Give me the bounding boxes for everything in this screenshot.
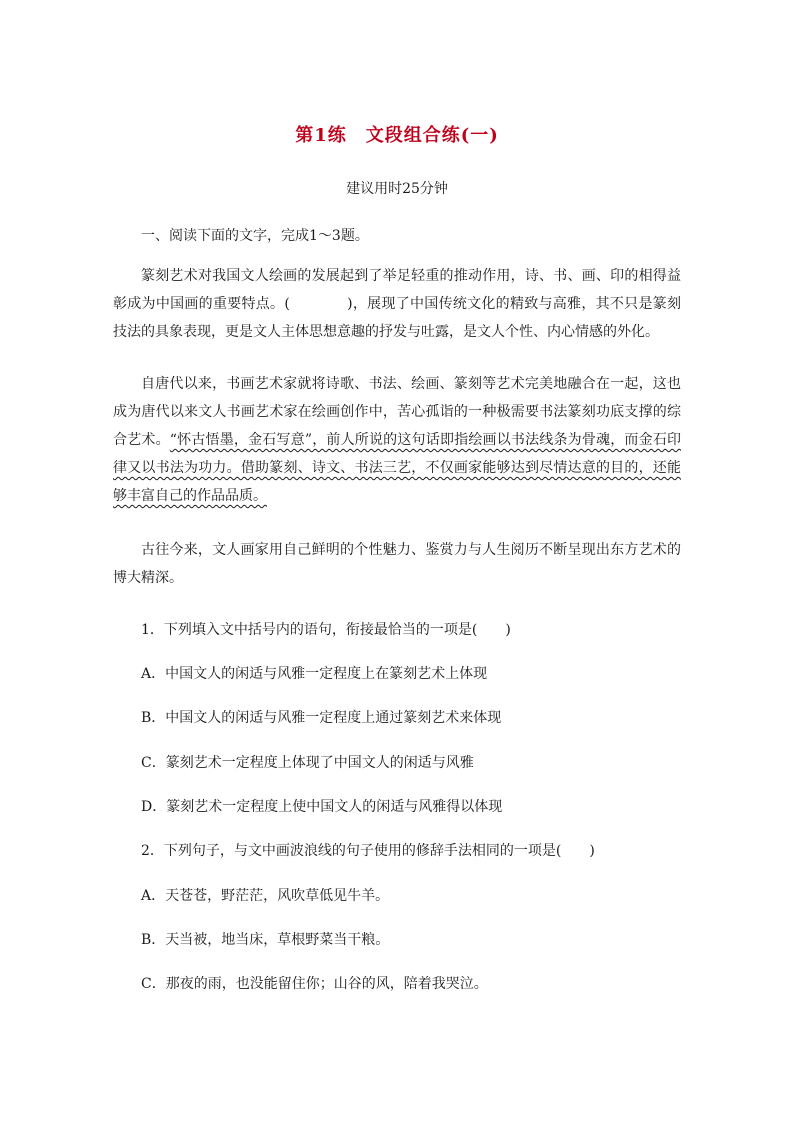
passage-paragraph-2 — [113, 370, 681, 510]
paragraph-text: 古往今来，文人画家用自己鲜明的个性魅力、鉴赏力与人生阅历不断呈现出东方艺术的博大精深。 — [113, 542, 681, 586]
paragraph-plain-text: 自唐代以来，书画艺术家就将诗歌、书法、绘画、篆刻等艺术完美地融合在一起，这也成为唐代以来文人书画艺术家在绘画创作中，苦心孤诣的一种极需要书法篆刻功底支撑的综合艺术。 — [113, 376, 681, 448]
question-2-option-a: A．天苍苍，野茫茫，风吹草低见牛羊。 — [141, 888, 390, 904]
question-1-option-b: B．中国文人的闲适与风雅一定程度上通过篆刻艺术来体现 — [141, 710, 502, 726]
wavy-underlined-sentence: “怀古悟墨，金石写意”，前人所说的这句话即指绘画以书法线条为骨魂，而金石印律又以书法为功力。借助篆刻、诗文、书法三艺，不仅画家能够达到尽情达意的目的，还能够丰富自己的作品品质。 — [113, 432, 682, 504]
suggested-time: 建议用时25分钟 — [346, 181, 448, 197]
question-2-option-b: B．天当被，地当床，草根野菜当干粮。 — [141, 932, 390, 948]
section-intro: 一、阅读下面的文字，完成1～3题。 — [141, 228, 369, 244]
question-1-option-c: C．篆刻艺术一定程度上体现了中国文人的闲适与风雅 — [141, 755, 474, 771]
question-2-option-c: C．那夜的雨，也没能留住你；山谷的风，陪着我哭泣。 — [141, 976, 488, 992]
page-title: 第1练 文段组合练(一) — [295, 125, 499, 146]
passage-paragraph-1 — [113, 262, 681, 346]
passage-paragraph-3 — [113, 536, 681, 592]
question-1-option-d: D．篆刻艺术一定程度上使中国文人的闲适与风雅得以体现 — [141, 799, 503, 815]
paragraph-text — [113, 370, 681, 510]
question-1-stem: 1．下列填入文中括号内的语句，衔接最恰当的一项是( ) — [141, 622, 511, 638]
paragraph-text: 篆刻艺术对我国文人绘画的发展起到了举足轻重的推动作用，诗、书、画、印的相得益彰成为中国画的重要特点。( )，展现了中国传统文化的精致与高雅，其不只是篆刻技法的具象表现，更是文人主体思想意趣的抒发与吐露，是文人个性、内心情感的外化。 — [113, 268, 681, 340]
question-1-option-a: A．中国文人的闲适与风雅一定程度上在篆刻艺术上体现 — [141, 666, 488, 682]
question-2-stem: 2．下列句子，与文中画波浪线的句子使用的修辞手法相同的一项是( ) — [141, 843, 595, 859]
